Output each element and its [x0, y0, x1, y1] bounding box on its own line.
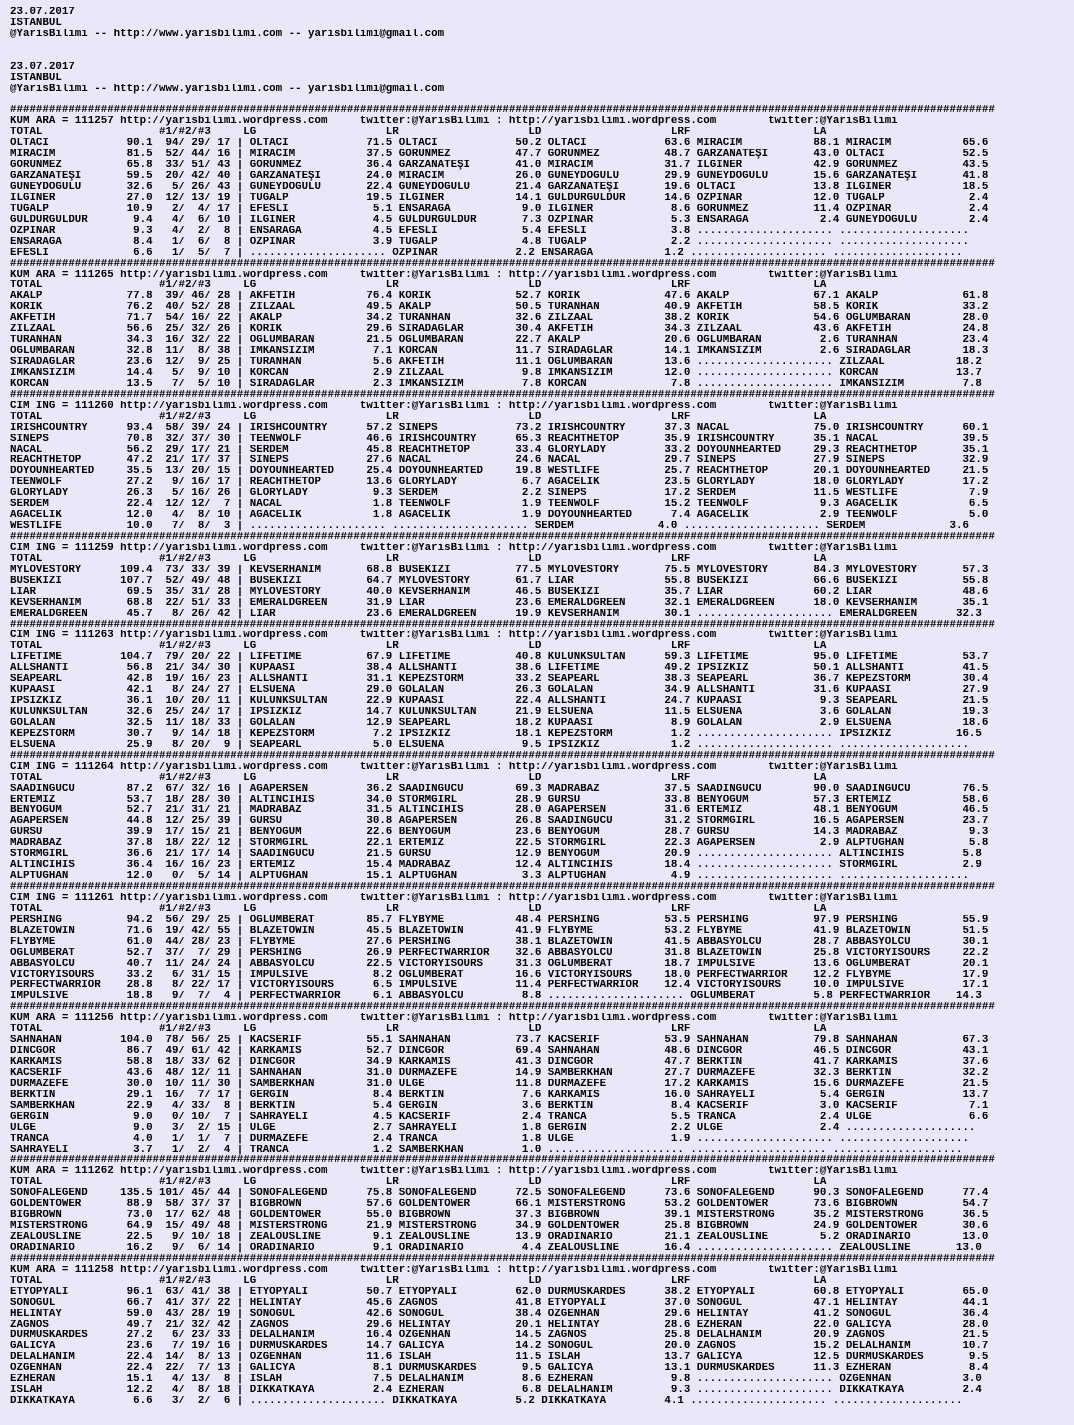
table-row: KORCAN 13.5 7/ 5/ 10 | SIRADAGLAR 2.3 IMKANSIZIM 7.8 KORCAN 7.8 ..................... IMKANSIZIM 7.8	[10, 378, 982, 390]
column-header-line: TOTAL #1/#2/#3 LG LR LD LRF LA	[10, 1275, 827, 1287]
table-row: ALTINCIHIS 36.4 16/ 16/ 23 | ERTEMIZ 15.4 MADRABAZ 12.4 ALTINCIHIS 18.4 ..................... STORMGIRL 2.9	[10, 860, 982, 872]
table-row: GARZANATEŞİ 59.5 20/ 42/ 40 | GARZANATEŞİ 24.0 MIRACIM 26.0 GUNEYDOGULU 29.9 GUNEYDOGULU 15.6 GARZANATEŞİ 41.8	[10, 171, 989, 182]
table-row: OZGENHAN 22.4 22/ 7/ 13 | GALICYA 8.1 DURMUSKARDES 9.5 GALICYA 13.1 DURMUSKARDES 11.3 EZHERAN 8.4	[10, 1363, 989, 1375]
text-line: 23.07.2017	[10, 61, 75, 73]
table-row: AGACELIK 12.0 4/ 8/ 10 | AGACELIK 1.8 AGACELIK 1.9 DOYOUNHEARTED 7.4 AGACELIK 2.9 TEENWOLF 5.0	[10, 510, 989, 522]
table-row: LIFETIME 104.7 79/ 20/ 22 | LIFETIME 67.9 LIFETIME 40.8 KULUNKSULTAN 59.3 LIFETIME 95.0 LIFETIME 53.7	[10, 652, 989, 664]
table-row: BENYOGUM 52.7 21/ 31/ 21 | MADRABAZ 31.5 ALTINCIHIS 28.0 AGAPERSEN 31.6 ERTEMIZ 48.1 BENYOGUM 46.5	[10, 805, 989, 817]
table-row: TUGALP 10.9 2/ 4/ 17 | EFESLI 5.1 ENSARAGA 9.0 ILGINER 8.6 GORUNMEZ 11.4 OZPINAR 2.4	[10, 203, 989, 215]
table-row: SAMBERKHAN 22.9 4/ 33/ 8 | BERKTIN 5.4 GERGIN 3.6 BERKTIN 8.4 KACSERIF 3.0 KACSERIF 7.1	[10, 1100, 989, 1112]
column-header-line: TOTAL #1/#2/#3 LG LR LD LRF LA	[10, 772, 827, 784]
table-row: ZAGNOS 49.7 21/ 32/ 42 | ZAGNOS 29.6 HELINTAY 20.1 HELINTAY 28.6 EZHERAN 22.0 GALICYA 28.0	[10, 1319, 989, 1331]
text-line: ULGE 9.0 3/ 2/ 15 | ULGE 2.7 SAHRAYELI 1.8 GERGIN 2.2 ULGE 2.4 ....................	[10, 1122, 976, 1134]
table-row: BERKTIN 29.1 16/ 7/ 17 | GERGIN 8.4 BERKTIN 7.6 KARKAMIS 16.0 SAHRAYELI 5.4 GERGIN 13.7	[10, 1089, 989, 1101]
text-line: ALPTUGHAN 12.0 0/ 5/ 14 | ALPTUGHAN 15.1 ALPTUGHAN 3.3 ALPTUGHAN 4.9 ..................... ....................	[10, 871, 969, 882]
table-row: DINCGOR 86.7 49/ 61/ 42 | KARKAMIS 52.7 DINCGOR 69.4 SAHNAHAN 48.6 DINCGOR 46.5 DINCGOR 43.1	[10, 1046, 989, 1057]
column-header-line: TOTAL #1/#2/#3 LG LR LD LRF LA	[10, 1024, 827, 1036]
text-line: SAHRAYELI 3.7 1/ 2/ 4 | TRANCA 1.2 SAMBERKHAN 1.0 ..................... ..................... ....................	[10, 1144, 963, 1156]
table-row: HELINTAY 59.0 43/ 28/ 19 | SONOGUL 42.6 SONOGUL 38.4 OZGENHAN 29.6 HELINTAY 41.2 SONOGUL 36.4	[10, 1308, 989, 1320]
separator-line: ########################################################################################################################################################	[10, 1253, 995, 1265]
table-row: GULDURGULDUR 9.4 4/ 6/ 10 | ILGINER 4.5 GULDURGULDUR 7.3 OZPINAR 5.3 ENSARAGA 2.4 GUNEYDOGULU 2.4	[10, 214, 989, 226]
text-line: EFESLI 6.6 1/ 5/ 7 | ..................... OZPINAR 2.2 ENSARAGA 1.2 ..................... ....................	[10, 247, 963, 259]
table-row: EMERALDGREEN 45.7 8/ 26/ 42 | LIAR 23.6 EMERALDGREEN 19.9 KEVSERHANIM 30.1 ..................... EMERALDGREEN 32.3	[10, 608, 982, 620]
table-row: GORUNMEZ 65.8 33/ 51/ 43 | GORUNMEZ 36.4 GARZANATEŞİ 41.0 MIRACIM 31.7 ILGINER 42.9 GORUNMEZ 43.5	[10, 160, 989, 172]
race-header-line: KUM ARA = 111258 http://yarisbilimi.wordpress.com twitter:@YarisBilimi : http://yarisbilimi.wordpress.com twitter:@YarisBilimi	[10, 1264, 898, 1276]
text-line: ISTANBUL	[10, 72, 62, 84]
table-row: ORADINARIO 16.2 9/ 6/ 14 | ORADINARIO 9.1 ORADINARIO 4.4 ZEALOUSLINE 16.4 ..................... ZEALOUSLINE 13.0	[10, 1242, 982, 1254]
separator-line: ########################################################################################################################################################	[10, 750, 995, 762]
column-header-line: TOTAL #1/#2/#3 LG LR LD LRF LA	[10, 127, 827, 139]
table-row: MIRACIM 81.5 52/ 44/ 16 | MIRACIM 37.5 GORUNMEZ 47.7 GORUNMEZ 48.7 GARZANATEŞİ 43.0 OLTACI 52.5	[10, 149, 989, 161]
text-line: ISTANBUL	[10, 17, 62, 29]
table-row: FLYBYME 61.0 44/ 28/ 23 | FLYBYME 27.6 PERSHING 38.1 BLAZETOWIN 41.5 ABBASYOLCU 28.7 ABBASYOLCU 30.1	[10, 936, 989, 948]
table-row: AGAPERSEN 44.8 12/ 25/ 39 | GURSU 30.8 AGAPERSEN 26.8 SAADINGUCU 31.2 STORMGIRL 16.5 AGAPERSEN 23.7	[10, 816, 989, 828]
table-row: TURANHAN 34.3 16/ 32/ 22 | OGLUMBARAN 21.5 OGLUMBARAN 22.7 AKALP 20.6 OGLUMBARAN 2.6 TURANHAN 23.4	[10, 335, 989, 347]
race-header-line: KUM ARA = 111262 http://yarisbilimi.wordpress.com twitter:@YarisBilimi : http://yarisbilimi.wordpress.com twitter:@YarisBilimi	[10, 1166, 898, 1178]
table-row: IPSIZKIZ 36.1 10/ 20/ 11 | KULUNKSULTAN 22.9 KUPAASI 22.4 ALLSHANTI 24.7 KUPAASI 9.3 SEAPEARL 21.5	[10, 696, 989, 707]
table-row: KULUNKSULTAN 32.6 25/ 24/ 17 | IPSIZKIZ 14.7 KULUNKSULTAN 21.9 ELSUENA 11.5 ELSUENA 3.6 GOLALAN 19.3	[10, 707, 989, 718]
table-row: BIGBROWN 73.0 17/ 62/ 48 | GOLDENTOWER 55.0 BIGBROWN 37.3 BIGBROWN 39.1 MISTERSTRONG 35.2 MISTERSTRONG 36.5	[10, 1210, 989, 1222]
table-row: SERDEM 22.4 12/ 12/ 7 | NACAL 1.8 TEENWOLF 1.9 TEENWOLF 15.2 TEENWOLF 9.3 AGACELIK 6.5	[10, 499, 989, 511]
blank-line	[10, 40, 1074, 51]
table-row: DELALHANIM 22.4 14/ 8/ 13 | OZGENHAN 11.6 ISLAH 11.5 ISLAH 13.7 GALICYA 12.5 DURMUSKARDES 9.5	[10, 1352, 989, 1364]
separator-line: ########################################################################################################################################################	[10, 389, 995, 401]
table-row: GURSU 39.9 17/ 15/ 21 | BENYOGUM 22.6 BENYOGUM 23.6 BENYOGUM 28.7 GURSU 14.3 MADRABAZ 9.3	[10, 827, 989, 839]
table-row: KARKAMIS 58.8 18/ 33/ 62 | DINCGOR 34.9 KARKAMIS 41.3 DINCGOR 47.7 BERKTIN 41.7 KARKAMIS 37.6	[10, 1057, 989, 1068]
table-row: SINEPS 70.8 32/ 37/ 30 | TEENWOLF 46.6 IRISHCOUNTRY 65.3 REACHTHETOP 35.9 IRISHCOUNTRY 35.1 NACAL 39.5	[10, 433, 989, 445]
table-row: ILGINER 27.0 12/ 13/ 19 | TUGALP 19.5 ILGINER 14.1 GULDURGULDUR 14.6 OZPINAR 12.0 TUGALP 2.4	[10, 192, 989, 204]
table-row: SEAPEARL 42.8 19/ 16/ 23 | ALLSHANTI 31.1 KEPEZSTORM 33.2 SEAPEARL 38.3 SEAPEARL 36.7 KEPEZSTORM 30.4	[10, 674, 989, 686]
text-line: 23.07.2017	[10, 7, 75, 18]
table-row: GALICYA 23.6 7/ 19/ 16 | DURMUSKARDES 14.7 GALICYA 14.2 SONOGUL 20.0 ZAGNOS 15.2 DELALHANIM 10.7	[10, 1341, 989, 1353]
text-line: DIKKATKAYA 6.6 3/ 2/ 6 | ..................... DIKKATKAYA 5.2 DIKKATKAYA 4.1 ..................... ....................	[10, 1396, 963, 1407]
column-header-line: TOTAL #1/#2/#3 LG LR LD LRF LA	[10, 553, 827, 565]
table-row: AKFETİH 71.7 54/ 16/ 22 | AKALP 34.2 TURANHAN 32.6 ZILZAAL 38.2 KORİK 54.6 OGLUMBARAN 28.0	[10, 313, 989, 325]
table-row: LIAR 69.5 35/ 31/ 28 | MYLOVESTORY 40.0 KEVSERHANIM 46.5 BUSEKIZI 35.7 LIAR 60.2 LIAR 48.6	[10, 586, 989, 598]
blank-line	[10, 51, 1074, 62]
column-header-line: TOTAL #1/#2/#3 LG LR LD LRF LA	[10, 411, 827, 423]
table-row: PERFECTWARRIOR 28.8 8/ 22/ 17 | VICTORYISOURS 6.5 IMPULSIVE 11.4 PERFECTWARRIOR 12.4 VICTORYISOURS 10.0 IMPULSIVE 17.1	[10, 980, 989, 992]
race-header-line: KUM ARA = 111256 http://yarisbilimi.wordpress.com twitter:@YarisBilimi : http://yarisbilimi.wordpress.com twitter:@YarisBilimi	[10, 1013, 898, 1025]
race-header-line: CIM ING = 111260 http://yarisbilimi.wordpress.com twitter:@YarisBilimi : http://yarisbilimi.wordpress.com twitter:@YarisBilimi	[10, 400, 898, 412]
separator-line: ########################################################################################################################################################	[10, 532, 995, 543]
column-header-line: TOTAL #1/#2/#3 LG LR LD LRF LA	[10, 903, 827, 915]
table-row: MYLOVESTORY 109.4 73/ 33/ 39 | KEVSERHANIM 68.8 BUSEKIZI 77.5 MYLOVESTORY 75.5 MYLOVESTORY 84.3 MYLOVESTORY 57.3	[10, 564, 989, 576]
table-row: GOLDENTOWER 88.9 58/ 37/ 37 | BIGBROWN 57.6 GOLDENTOWER 66.1 MISTERSTRONG 53.2 GOLDENTOWER 73.6 BIGBROWN 54.7	[10, 1199, 989, 1211]
table-row: PERSHING 94.2 56/ 29/ 25 | OGLUMBERAT 85.7 FLYBYME 48.4 PERSHING 53.5 PERSHING 97.9 PERSHING 55.9	[10, 914, 989, 926]
table-row: NACAL 56.2 29/ 17/ 21 | SERDEM 45.8 REACHTHETOP 33.4 GLORYLADY 33.2 DOYOUNHEARTED 29.3 REACHTHETOP 35.1	[10, 444, 989, 456]
text-line: OZPINAR 9.3 4/ 2/ 8 | ENSARAGA 4.5 EFESLI 5.4 EFESLI 3.8 ..................... ....................	[10, 225, 969, 237]
table-row: KEVSERHANIM 68.8 22/ 51/ 33 | EMERALDGREEN 31.9 LIAR 23.6 EMERALDGREEN 32.1 EMERALDGREEN 18.0 KEVSERHANIM 35.1	[10, 597, 989, 609]
race-header-line: CIM ING = 111259 http://yarisbilimi.wordpress.com twitter:@YarisBilimi : http://yarisbilimi.wordpress.com twitter:@YarisBilimi	[10, 542, 898, 554]
separator-line: ########################################################################################################################################################	[10, 619, 995, 631]
table-row: AKALP 77.8 39/ 46/ 28 | AKFETİH 76.4 KORİK 52.7 KORİK 47.6 AKALP 67.1 AKALP 61.8	[10, 291, 989, 303]
table-row: SONOFALEGEND 135.5 101/ 45/ 44 | SONOFALEGEND 75.8 SONOFALEGEND 72.5 SONOFALEGEND 73.6 SONOFALEGEND 90.3 SONOFALEGEND 77.4	[10, 1188, 989, 1200]
table-row: ISLAH 12.2 4/ 8/ 18 | DIKKATKAYA 2.4 EZHERAN 6.8 DELALHANIM 9.3 ..................... DIKKATKAYA 2.4	[10, 1385, 982, 1397]
text-line: @YarisBilimi -- http://www.yarisbilimi.com -- yarisbilimi@gmail.com	[10, 83, 445, 95]
table-row: IRISHCOUNTRY 93.4 58/ 39/ 24 | IRISHCOUNTRY 57.2 SINEPS 73.2 IRISHCOUNTRY 37.3 NACAL 75.0 IRISHCOUNTRY 60.1	[10, 422, 989, 434]
table-row: GERGIN 9.0 0/ 10/ 7 | SAHRAYELI 4.5 KACSERIF 2.4 TRANCA 5.5 TRANCA 2.4 ULGE 6.6	[10, 1111, 989, 1123]
separator-line: ########################################################################################################################################################	[10, 258, 995, 270]
table-row: SIRADAGLAR 23.6 12/ 9/ 25 | TURANHAN 5.6 AKFETİH 11.1 OGLUMBARAN 13.6 ..................... ZILZAAL 18.2	[10, 357, 982, 368]
blank-line	[10, 95, 1074, 106]
table-row: BLAZETOWIN 71.6 19/ 42/ 55 | BLAZETOWIN 45.5 BLAZETOWIN 41.9 FLYBYME 53.2 FLYBYME 41.9 BLAZETOWIN 51.5	[10, 925, 989, 937]
table-row: DOYOUNHEARTED 35.5 13/ 20/ 15 | DOYOUNHEARTED 25.4 DOYOUNHEARTED 19.8 WESTLIFE 25.7 REACHTHETOP 20.1 DOYOUNHEARTED 21.5	[10, 466, 989, 478]
table-row: WESTLIFE 10.0 7/ 8/ 3 | ..................... ..................... SERDEM 4.0 ..................... SERDEM 3.6	[10, 521, 969, 532]
race-header-line: CIM ING = 111264 http://yarisbilimi.wordpress.com twitter:@YarisBilimi : http://yarisbilimi.wordpress.com twitter:@YarisBilimi	[10, 761, 898, 773]
table-row: KEPEZSTORM 30.7 9/ 14/ 18 | KEPEZSTORM 7.2 IPSIZKIZ 18.1 KEPEZSTORM 1.2 ..................... IPSIZKIZ 16.5	[10, 728, 982, 740]
table-row: GOLALAN 32.5 11/ 18/ 33 | GOLALAN 12.9 SEAPEARL 18.2 KUPAASI 8.9 GOLALAN 2.9 ELSUENA 18.6	[10, 717, 989, 729]
table-row: OGLUMBARAN 32.8 11/ 8/ 38 | IMKANSIZIM 7.1 KORCAN 11.7 SIRADAGLAR 14.1 IMKANSIZIM 2.6 SIRADAGLAR 18.3	[10, 346, 989, 357]
table-row: IMPULSIVE 18.8 9/ 7/ 4 | PERFECTWARRIOR 6.1 ABBASYOLCU 8.8 ..................... OGLUMBERAT 5.8 PERFECTWARRIOR 14.3	[10, 991, 982, 1003]
table-row: SAHNAHAN 104.0 78/ 56/ 25 | KACSERIF 55.1 SAHNAHAN 73.7 KACSERIF 53.9 SAHNAHAN 79.8 SAHNAHAN 67.3	[10, 1035, 989, 1047]
table-row: KORİK 76.2 40/ 52/ 28 | ZILZAAL 49.5 AKALP 50.5 TURANHAN 40.9 AKFETİH 58.5 KORİK 33.2	[10, 302, 989, 314]
separator-line: ########################################################################################################################################################	[10, 882, 995, 893]
text-line: @YarisBilimi -- http://www.yarisbilimi.com -- yarisbilimi@gmail.com	[10, 28, 445, 40]
text-line: TRANCA 4.0 1/ 1/ 7 | DURMAZEFE 2.4 TRANCA 1.8 ULGE 1.9 ..................... ....................	[10, 1133, 969, 1145]
race-header-line: KUM ARA = 111257 http://yarisbilimi.wordpress.com twitter:@YarisBilimi : http://yarisbilimi.wordpress.com twitter:@YarisBilimi	[10, 116, 898, 128]
text-line: ENSARAGA 8.4 1/ 6/ 8 | OZPINAR 3.9 TUGALP 4.8 TUGALP 2.2 ..................... ....................	[10, 236, 969, 248]
table-row: ALLSHANTI 56.8 21/ 34/ 30 | KUPAASI 38.4 ALLSHANTI 38.6 LIFETIME 49.2 IPSIZKIZ 50.1 ALLSHANTI 41.5	[10, 663, 989, 675]
table-row: STORMGIRL 36.6 21/ 17/ 14 | SAADINGUCU 21.5 GURSU 12.9 BENYOGUM 20.9 ..................... ALTINCIHIS 5.8	[10, 849, 982, 861]
separator-line: ########################################################################################################################################################	[10, 1002, 995, 1014]
table-row: DURMAZEFE 30.0 10/ 11/ 30 | SAMBERKHAN 31.0 ULGE 11.8 DURMAZEFE 17.2 KARKAMIS 15.6 DURMAZEFE 21.5	[10, 1078, 989, 1090]
table-row: VICTORYISOURS 33.2 6/ 31/ 15 | IMPULSIVE 8.2 OGLUMBERAT 16.6 VICTORYISOURS 18.0 PERFECTWARRIOR 12.2 FLYBYME 17.9	[10, 969, 989, 981]
table-row: ZEALOUSLINE 22.5 9/ 10/ 18 | ZEALOUSLINE 9.1 ZEALOUSLINE 13.9 ORADINARIO 21.1 ZEALOUSLINE 5.2 ORADINARIO 13.0	[10, 1232, 989, 1243]
table-row: MADRABAZ 37.8 18/ 22/ 12 | STORMGIRL 22.1 ERTEMIZ 22.5 STORMGIRL 22.3 AGAPERSEN 2.9 ALPTUGHAN 5.8	[10, 838, 989, 850]
table-row: ZILZAAL 56.6 25/ 32/ 26 | KORİK 29.6 SIRADAGLAR 30.4 AKFETİH 34.3 ZILZAAL 43.6 AKFETİH 24.8	[10, 324, 989, 336]
table-row: ABBASYOLCU 40.7 11/ 24/ 24 | ABBASYOLCU 22.5 VICTORYISOURS 31.3 OGLUMBERAT 18.7 IMPULSIVE 13.6 OGLUMBERAT 20.1	[10, 958, 989, 970]
table-row: ERTEMIZ 53.7 18/ 28/ 30 | ALTINCIHIS 34.0 STORMGIRL 28.9 GURSU 33.8 BENYOGUM 57.3 ERTEMIZ 58.6	[10, 794, 989, 806]
table-row: TEENWOLF 27.2 9/ 16/ 17 | REACHTHETOP 13.6 GLORYLADY 6.7 AGACELIK 23.5 GLORYLADY 18.0 GLORYLADY 17.2	[10, 477, 989, 489]
table-row: SAADINGUCU 87.2 67/ 32/ 16 | AGAPERSEN 36.2 SAADINGUCU 69.3 MADRABAZ 37.5 SAADINGUCU 90.0 SAADINGUCU 76.5	[10, 783, 989, 795]
text-line: ELSUENA 25.9 8/ 20/ 9 | SEAPEARL 5.0 ELSUENA 9.5 IPSIZKIZ 1.2 ..................... ....................	[10, 739, 969, 751]
table-row: KACSERIF 43.6 48/ 12/ 11 | SAHNAHAN 31.0 DURMAZEFE 14.9 SAMBERKHAN 27.7 DURMAZEFE 32.3 BERKTIN 32.2	[10, 1067, 989, 1079]
separator-line: ########################################################################################################################################################	[10, 105, 995, 117]
column-header-line: TOTAL #1/#2/#3 LG LR LD LRF LA	[10, 280, 827, 292]
table-row: DURMUSKARDES 27.2 6/ 23/ 33 | DELALHANIM 16.4 OZGENHAN 14.5 ZAGNOS 25.8 DELALHANIM 20.9 ZAGNOS 21.5	[10, 1330, 989, 1342]
table-row: BUSEKIZI 107.7 52/ 49/ 48 | BUSEKIZI 64.7 MYLOVESTORY 61.7 LIAR 55.8 BUSEKIZI 66.6 BUSEKIZI 55.8	[10, 575, 989, 587]
table-row: MISTERSTRONG 64.9 15/ 49/ 48 | MISTERSTRONG 21.9 MISTERSTRONG 34.9 GOLDENTOWER 25.8 BIGBROWN 24.9 GOLDENTOWER 30.6	[10, 1221, 989, 1232]
table-row: GLORYLADY 26.3 5/ 16/ 26 | GLORYLADY 9.3 SERDEM 2.2 SINEPS 17.2 SERDEM 11.5 WESTLIFE 7.9	[10, 488, 989, 500]
race-header-line: CIM ING = 111263 http://yarisbilimi.wordpress.com twitter:@YarisBilimi : http://yarisbilimi.wordpress.com twitter:@YarisBilimi	[10, 630, 898, 642]
table-row: OLTACI 90.1 94/ 29/ 17 | OLTACI 71.5 OLTACI 50.2 OLTACI 63.6 MIRACIM 88.1 MIRACIM 65.6	[10, 138, 989, 150]
race-header-line: CIM ING = 111261 http://yarisbilimi.wordpress.com twitter:@YarisBilimi : http://yarisbilimi.wordpress.com twitter:@YarisBilimi	[10, 892, 898, 904]
column-header-line: TOTAL #1/#2/#3 LG LR LD LRF LA	[10, 641, 827, 653]
table-row: IMKANSIZIM 14.4 5/ 9/ 10 | KORCAN 2.9 ZILZAAL 9.8 IMKANSIZIM 12.0 ..................... KORCAN 13.7	[10, 367, 982, 379]
table-row: EZHERAN 15.1 4/ 13/ 8 | ISLAH 7.5 DELALHANIM 8.6 EZHERAN 9.8 ..................... OZGENHAN 3.0	[10, 1374, 982, 1386]
table-row: REACHTHETOP 47.2 21/ 17/ 37 | SINEPS 27.6 NACAL 24.6 NACAL 29.7 SINEPS 27.9 SINEPS 32.9	[10, 455, 989, 467]
table-row: ETYOPYALI 96.1 63/ 41/ 38 | ETYOPYALI 50.7 ETYOPYALI 62.0 DURMUSKARDES 38.2 ETYOPYALI 60.8 ETYOPYALI 65.0	[10, 1286, 989, 1298]
table-row: KUPAASI 42.1 8/ 24/ 27 | ELSUENA 29.0 GOLALAN 26.3 GOLALAN 34.9 ALLSHANTI 31.6 KUPAASI 27.9	[10, 685, 989, 697]
table-row: OGLUMBERAT 52.7 37/ 7/ 29 | PERSHING 26.9 PERFECTWARRIOR 32.6 ABBASYOLCU 31.8 BLAZETOWIN 25.8 VICTORYISOURS 22.2	[10, 947, 989, 959]
table-row: GUNEYDOGULU 32.6 5/ 26/ 43 | GUNEYDOGULU 22.4 GUNEYDOGULU 21.4 GARZANATEŞİ 19.6 OLTACI 13.8 ILGINER 18.5	[10, 182, 989, 193]
race-header-line: KUM ARA = 111265 http://yarisbilimi.wordpress.com twitter:@YarisBilimi : http://yarisbilimi.wordpress.com twitter:@YarisBilimi	[10, 269, 898, 281]
separator-line: ########################################################################################################################################################	[10, 1155, 995, 1167]
table-row: SONOGUL 66.7 41/ 37/ 22 | HELINTAY 45.6 ZAGNOS 41.8 ETYOPYALI 37.0 SONOGUL 47.1 HELINTAY 44.1	[10, 1297, 989, 1309]
column-header-line: TOTAL #1/#2/#3 LG LR LD LRF LA	[10, 1177, 827, 1189]
